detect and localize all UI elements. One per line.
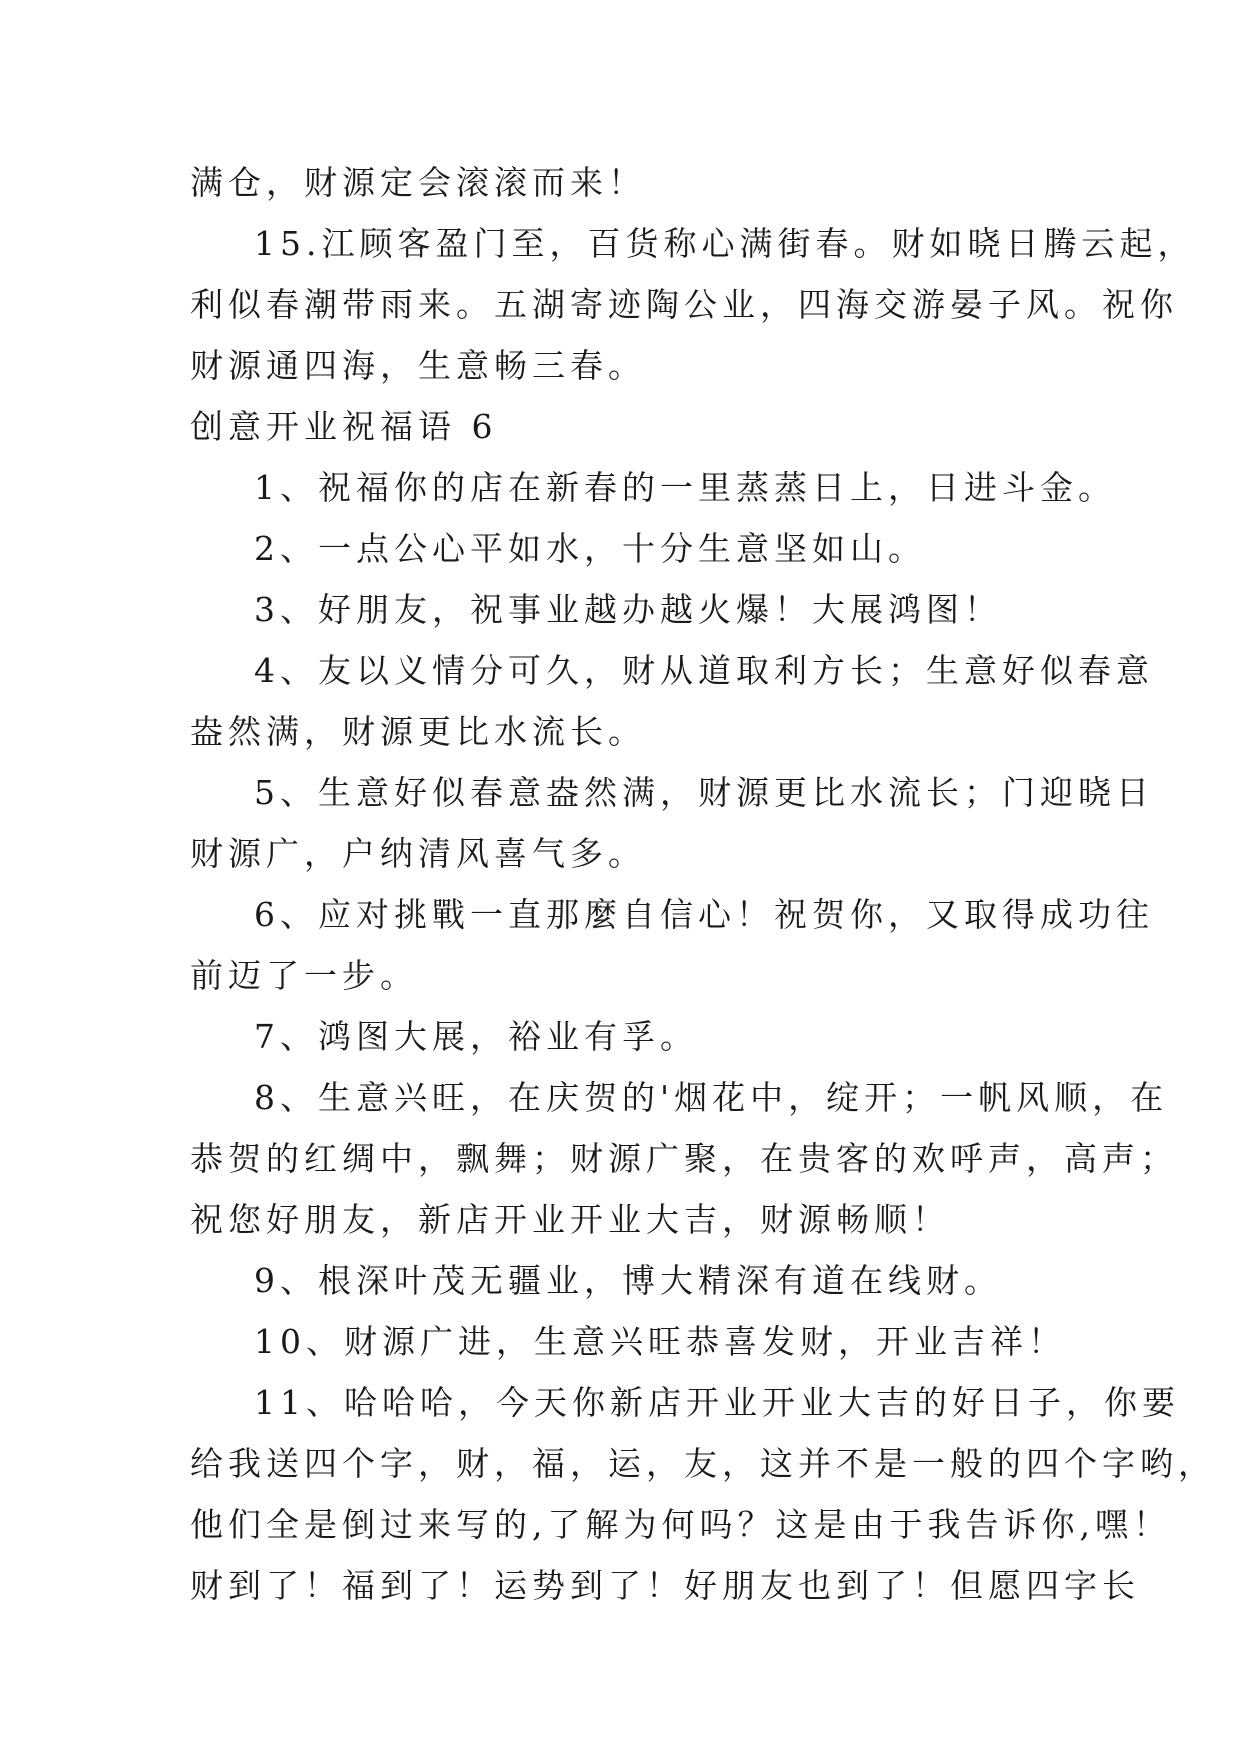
- text-line: 2、一点公心平如水，十分生意坚如山。: [254, 529, 926, 568]
- text-line: 3、好朋友，祝事业越办越火爆！大展鸿图！: [254, 590, 1002, 629]
- text-line: 11、哈哈哈，今天你新店开业开业大吉的好日子，你要: [254, 1383, 1180, 1422]
- text-line: 6、应对挑戰一直那麼自信心！祝贺你，又取得成功往: [254, 895, 1154, 934]
- text-line: 他们全是倒过来写的,了解为何吗？这是由于我告诉你,嘿！: [190, 1505, 1171, 1544]
- text-line: 4、友以义情分可久，财从道取利方长；生意好似春意: [254, 651, 1154, 690]
- text-line: 1、祝福你的店在新春的一里蒸蒸日上，日进斗金。: [254, 468, 1116, 507]
- text-line: 财源广，户纳清风喜气多。: [190, 834, 646, 873]
- text-line: 恭贺的红绸中，飘舞；财源广聚，在贵客的欢呼声，高声；: [190, 1139, 1178, 1178]
- text-line: 5、生意好似春意盎然满，财源更比水流长；门迎晓日: [254, 773, 1154, 812]
- text-line: 祝您好朋友，新店开业开业大吉，财源畅顺！: [190, 1200, 950, 1239]
- text-line: 9、根深叶茂无疆业，博大精深有道在线财。: [254, 1261, 1002, 1300]
- text-line: 7、鸿图大展，裕业有孚。: [254, 1017, 698, 1056]
- text-line: 财源通四海，生意畅三春。: [190, 346, 646, 385]
- text-line: 财到了！福到了！运势到了！好朋友也到了！但愿四字长: [190, 1566, 1140, 1605]
- text-line: 利似春潮带雨来。五湖寄迹陶公业，四海交游晏子风。祝你: [190, 285, 1178, 324]
- text-line: 前迈了一步。: [190, 956, 418, 995]
- text-line: 15.江顾客盈门至，百货称心满街春。财如晓日腾云起，: [254, 224, 1196, 263]
- document-body: [190, 152, 1216, 1616]
- text-line: 盎然满，财源更比水流长。: [190, 712, 646, 751]
- text-line: 10、财源广进，生意兴旺恭喜发财，开业吉祥！: [254, 1322, 1066, 1361]
- section-heading: 创意开业祝福语 6: [190, 407, 498, 446]
- text-line: 给我送四个字，财，福，运，友，这并不是一般的四个字哟，: [190, 1444, 1216, 1483]
- text-line: 8、生意兴旺，在庆贺的'烟花中，绽开；一帆风顺，在: [254, 1078, 1169, 1117]
- text-line: 满仓，财源定会滚滚而来！: [190, 163, 646, 202]
